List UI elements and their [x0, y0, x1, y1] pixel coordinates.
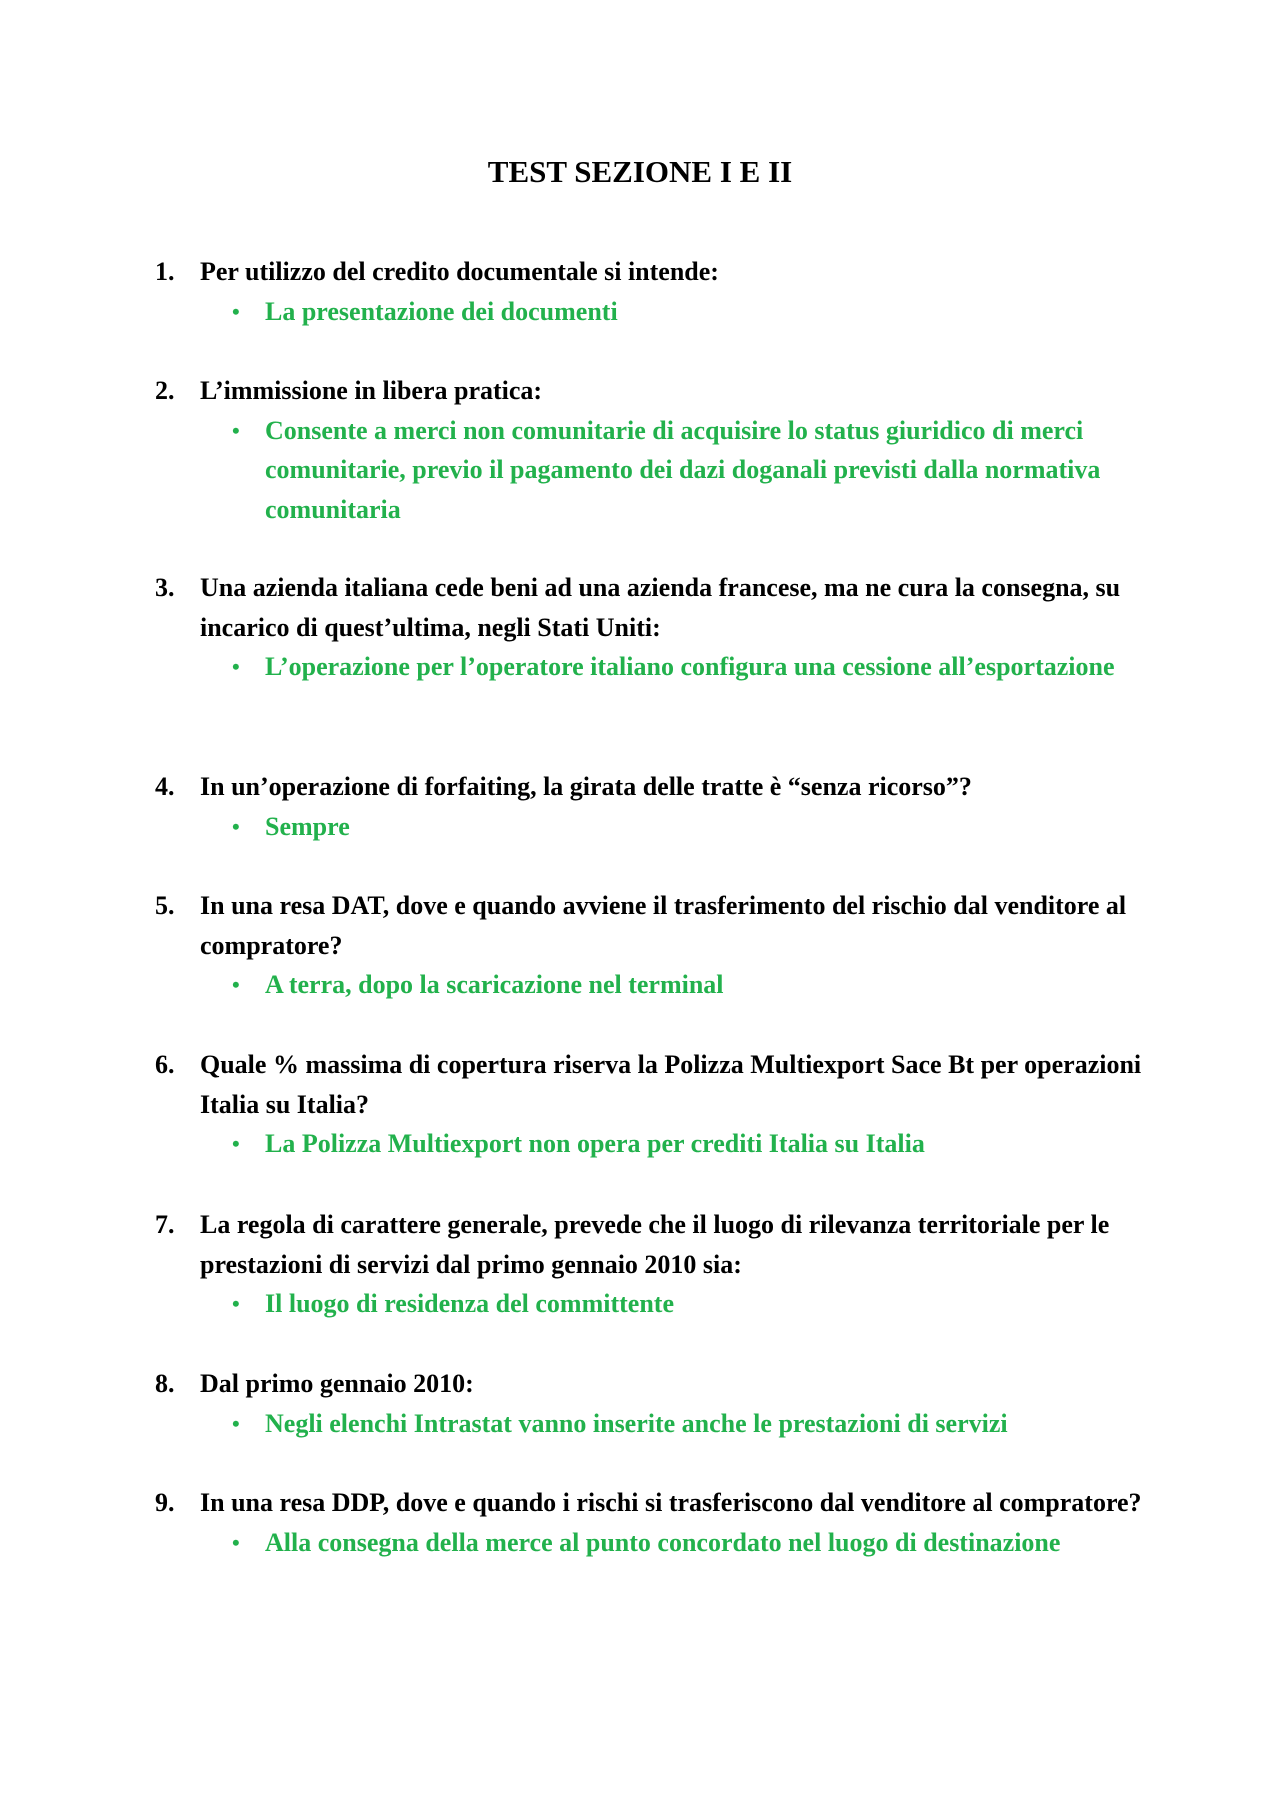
- bullet-icon: •: [232, 1529, 240, 1555]
- question-number: 8.: [155, 1369, 175, 1398]
- question-number: 4.: [155, 772, 175, 801]
- question-text: In un’operazione di forfaiting, la girata delle tratte è “senza ricorso”?: [200, 772, 972, 801]
- question-7: [155, 1205, 1155, 1324]
- answer-text: La presentazione dei documenti: [265, 296, 618, 326]
- bullet-icon: •: [232, 298, 240, 324]
- answer-text: Consente a merci non comunitarie di acquisire lo status giuridico di merci comunitarie, previo il pagamento dei dazi doganali previsti dalla normativa comunitaria: [265, 415, 1101, 524]
- question-line: [155, 568, 1155, 647]
- answer-item: [232, 1404, 1155, 1444]
- answer-text: La Polizza Multiexport non opera per crediti Italia su Italia: [265, 1129, 925, 1158]
- question-text: In una resa DDP, dove e quando i rischi si trasferiscono dal venditore al compratore?: [200, 1488, 1142, 1517]
- answer-item: [232, 1284, 1155, 1324]
- question-number: 7.: [155, 1210, 175, 1239]
- question-line: [155, 767, 1155, 807]
- question-8: [155, 1364, 1155, 1443]
- question-line: [155, 1045, 1155, 1124]
- answer-item: [232, 411, 1155, 530]
- answer-item: [232, 807, 1155, 847]
- bullet-icon: •: [232, 813, 240, 839]
- bullet-icon: •: [232, 417, 240, 443]
- question-line: [155, 252, 1155, 292]
- bullet-icon: •: [232, 654, 240, 679]
- answer-text: A terra, dopo la scaricazione nel terminal: [265, 970, 724, 999]
- question-5: [155, 886, 1155, 1005]
- question-text: Per utilizzo del credito documentale si intende:: [200, 257, 719, 286]
- question-9: [155, 1483, 1155, 1562]
- question-number: 2.: [155, 376, 175, 405]
- answer-text: Sempre: [265, 811, 350, 841]
- answer-item: [232, 965, 1155, 1005]
- question-text: La regola di carattere generale, prevede che il luogo di rilevanza territoriale per le prestazioni di servizi dal primo gennaio 2010 sia:: [200, 1210, 1110, 1279]
- question-number: 1.: [155, 257, 175, 286]
- bullet-icon: •: [232, 1131, 240, 1156]
- question-3: [155, 568, 1155, 687]
- answer-text: Negli elenchi Intrastat vanno inserite anche le prestazioni di servizi: [265, 1408, 1008, 1438]
- answer-item: [232, 1124, 1155, 1164]
- question-text: Quale % massima di copertura riserva la Polizza Multiexport Sace Bt per operazioni Italia su Italia?: [200, 1050, 1142, 1119]
- answer-item: [232, 1523, 1155, 1563]
- bullet-icon: •: [232, 1410, 240, 1436]
- bullet-icon: •: [232, 972, 240, 997]
- question-line: [155, 886, 1155, 965]
- question-number: 6.: [155, 1050, 175, 1079]
- question-text: L’immissione in libera pratica:: [200, 376, 543, 405]
- question-number: 3.: [155, 573, 175, 602]
- question-1: [155, 252, 1155, 331]
- question-line: [155, 371, 1155, 411]
- question-line: [155, 1364, 1155, 1404]
- question-number: 9.: [155, 1488, 175, 1517]
- answer-text: Alla consegna della merce al punto concordato nel luogo di destinazione: [265, 1527, 1061, 1557]
- question-text: Una azienda italiana cede beni ad una azienda francese, ma ne cura la consegna, su incarico di quest’ultima, negli Stati Uniti:: [200, 573, 1121, 642]
- question-2: [155, 371, 1155, 529]
- answer-item: [232, 292, 1155, 332]
- question-number: 5.: [155, 891, 175, 920]
- answer-item: [232, 647, 1155, 687]
- bullet-icon: •: [232, 1291, 240, 1316]
- question-text: In una resa DAT, dove e quando avviene il trasferimento del rischio dal venditore al compratore?: [200, 891, 1127, 960]
- question-line: [155, 1205, 1155, 1284]
- answer-text: Il luogo di residenza del committente: [265, 1289, 674, 1318]
- question-text: Dal primo gennaio 2010:: [200, 1369, 474, 1398]
- question-line: [155, 1483, 1155, 1523]
- question-6: [155, 1045, 1155, 1164]
- question-4: [155, 767, 1155, 846]
- page-title: TEST SEZIONE I E II: [487, 154, 793, 189]
- answer-text: L’operazione per l’operatore italiano configura una cessione all’esportazione: [265, 652, 1115, 681]
